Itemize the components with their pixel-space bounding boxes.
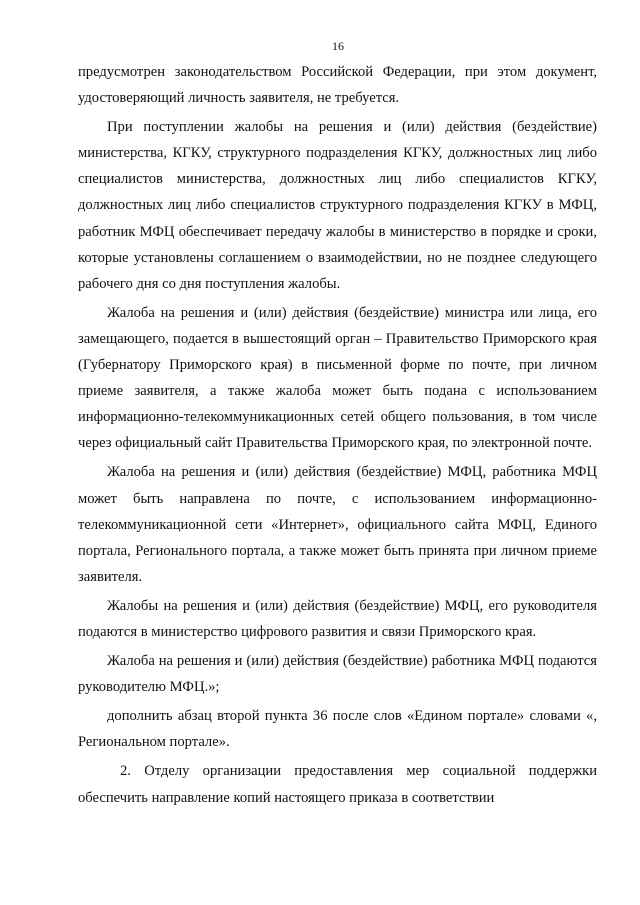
paragraph-complaint-transfer: При поступлении жалобы на решения и (или) действия (бездействие) министерства, КГКУ, структурного подразделения КГКУ, должностных лиц либо специалистов министерства, должностных лиц либо специалистов КГКУ, должностных лиц либо специалистов структурного подразделения КГКУ в МФЦ, работник МФЦ обеспечивает передачу жалобы в министерство в порядке и сроки, которые установлены соглашением о взаимодействии, но не позднее следующего рабочего дня со дня поступления жалобы. <box>78 119 597 292</box>
paragraph-complaint-mfc-head: Жалобы на решения и (или) действия (бездействие) МФЦ, его руководителя подаются в министерство цифрового развития и связи Приморского края. <box>78 597 597 640</box>
paragraph-complaint-minister: Жалоба на решения и (или) действия (бездействие) министра или лица, его замещающего, подается в вышестоящий орган – Правительство Приморского края (Губернатору Приморского края) в письменной форме по почте, при личном приеме заявителя, а также жалоба может быть подана с использованием информационно-телекоммуникационных сетей общего пользования, в том числе через официальный сайт Правительства Приморского края, по электронной почте. <box>78 304 597 452</box>
paragraph-item-2: 2. Отделу организации предоставления мер социальной поддержки обеспечить направление копий настоящего приказа в соответствии <box>78 763 597 806</box>
paragraph-complaint-mfc-worker: Жалоба на решения и (или) действия (бездействие) работника МФЦ подаются руководителю МФЦ.»; <box>78 653 597 696</box>
paragraph-complaint-mfc: Жалоба на решения и (или) действия (бездействие) МФЦ, работника МФЦ может быть направлена по почте, с использованием информационно-телекоммуникационной сети «Интернет», официального сайта МФЦ, Единого портала, Регионального портала, а также может быть принята при личном приеме заявителя. <box>78 464 597 585</box>
page-number: 16 <box>332 39 344 53</box>
paragraph-amendment: дополнить абзац второй пункта 36 после слов «Едином портале» словами «, Региональном портале». <box>78 708 597 751</box>
paragraph-continuation: предусмотрен законодательством Российской Федерации, при этом документ, удостоверяющий личность заявителя, не требуется. <box>78 64 597 107</box>
document-body <box>78 59 597 811</box>
